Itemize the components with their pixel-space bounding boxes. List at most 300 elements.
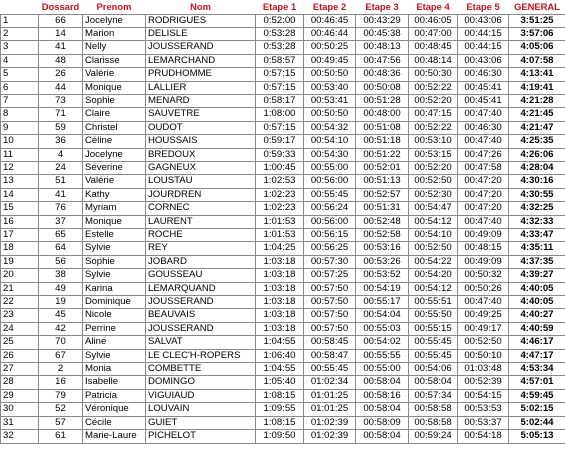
general-cell: 4:32:33 (509, 215, 565, 228)
etape-3-cell: 00:52:58 (356, 229, 409, 242)
etape-1-cell: 1:01:53 (256, 229, 304, 242)
prenom-cell: Karina (83, 282, 146, 295)
rank-cell: 2 (1, 27, 39, 40)
nom-cell: OUDOT (146, 121, 256, 134)
nom-cell: VIGUIAUD (146, 389, 256, 402)
header-dossard: Dossard (41, 0, 80, 12)
etape-5-cell: 00:47:20 (458, 188, 509, 201)
table-row (1, 27, 565, 40)
etape-2-cell: 00:53:40 (304, 81, 356, 94)
etape-2-cell: 00:46:44 (304, 27, 356, 40)
dossard-cell: 56 (39, 255, 83, 268)
general-cell: 4:21:28 (509, 94, 565, 107)
general-cell: 4:40:59 (509, 322, 565, 335)
table-row (1, 121, 565, 134)
nom-cell: LEMARQUAND (146, 282, 256, 295)
etape-4-cell: 00:48:14 (409, 54, 458, 67)
etape-1-cell: 1:03:18 (256, 282, 304, 295)
prenom-cell: Myriam (83, 202, 146, 215)
etape-4-cell: 00:57:34 (409, 389, 458, 402)
nom-cell: GOUSSEAU (146, 269, 256, 282)
table-row (1, 242, 565, 255)
etape-3-cell: 00:48:00 (356, 108, 409, 121)
dossard-cell: 37 (39, 215, 83, 228)
prenom-cell: Dominique (83, 296, 146, 309)
nom-cell: JOBARD (146, 255, 256, 268)
dossard-cell: 73 (39, 94, 83, 107)
nom-cell: PICHELOT (146, 430, 256, 443)
etape-5-cell: 00:54:18 (458, 430, 509, 443)
nom-cell: LOUSTAU (146, 175, 256, 188)
rank-cell: 4 (1, 54, 39, 67)
general-cell: 4:40:05 (509, 296, 565, 309)
etape-5-cell: 00:50:26 (458, 282, 509, 295)
etape-4-cell: 00:55:45 (409, 336, 458, 349)
etape-5-cell: 00:47:58 (458, 161, 509, 174)
nom-cell: ROCHE (146, 229, 256, 242)
general-cell: 3:51:25 (509, 14, 565, 27)
etape-4-cell: 00:50:30 (409, 68, 458, 81)
etape-2-cell: 00:57:30 (304, 255, 356, 268)
etape-1-cell: 0:53:28 (256, 41, 304, 54)
etape-5-cell: 00:47:40 (458, 135, 509, 148)
prenom-cell: Estelle (83, 229, 146, 242)
general-cell: 4:40:27 (509, 309, 565, 322)
table-row (1, 389, 565, 402)
etape-3-cell: 00:48:13 (356, 41, 409, 54)
etape-2-cell: 01:02:34 (304, 376, 356, 389)
table-row (1, 54, 565, 67)
etape-2-cell: 00:58:45 (304, 336, 356, 349)
etape-5-cell: 00:45:41 (458, 81, 509, 94)
general-cell: 4:37:35 (509, 255, 565, 268)
dossard-cell: 64 (39, 242, 83, 255)
etape-1-cell: 1:00:45 (256, 161, 304, 174)
etape-5-cell: 00:53:37 (458, 416, 509, 429)
dossard-cell: 44 (39, 81, 83, 94)
etape-2-cell: 00:55:45 (304, 363, 356, 376)
nom-cell: JOURDREN (146, 188, 256, 201)
rank-cell: 25 (1, 336, 39, 349)
rank-cell: 31 (1, 416, 39, 429)
etape-3-cell: 00:51:18 (356, 135, 409, 148)
rank-cell: 6 (1, 81, 39, 94)
rank-cell: 11 (1, 148, 39, 161)
etape-1-cell: 0:58:57 (256, 54, 304, 67)
etape-3-cell: 00:55:03 (356, 322, 409, 335)
etape-2-cell: 00:54:10 (304, 135, 356, 148)
etape-4-cell: 00:52:20 (409, 94, 458, 107)
dossard-cell: 67 (39, 349, 83, 362)
etape-5-cell: 00:48:15 (458, 242, 509, 255)
dossard-cell: 41 (39, 41, 83, 54)
etape-3-cell: 00:52:48 (356, 215, 409, 228)
etape-5-cell: 00:46:30 (458, 121, 509, 134)
general-cell: 4:39:27 (509, 269, 565, 282)
rank-cell: 15 (1, 202, 39, 215)
rank-cell: 21 (1, 282, 39, 295)
general-cell: 4:53:34 (509, 363, 565, 376)
prenom-cell: Jocelyne (83, 14, 146, 27)
table-row (1, 81, 565, 94)
etape-3-cell: 00:51:13 (356, 175, 409, 188)
table-row (1, 255, 565, 268)
etape-3-cell: 00:55:55 (356, 349, 409, 362)
etape-3-cell: 00:43:29 (356, 14, 409, 27)
etape-1-cell: 1:04:55 (256, 336, 304, 349)
general-cell: 4:40:05 (509, 282, 565, 295)
etape-1-cell: 1:04:55 (256, 363, 304, 376)
etape-4-cell: 00:54:20 (409, 269, 458, 282)
rank-cell: 22 (1, 296, 39, 309)
nom-cell: LOUVAIN (146, 403, 256, 416)
header-etape-5: Etape 5 (466, 0, 500, 12)
etape-4-cell: 00:54:10 (409, 229, 458, 242)
dossard-cell: 61 (39, 430, 83, 443)
prenom-cell: Cécile (83, 416, 146, 429)
etape-2-cell: 00:56:00 (304, 215, 356, 228)
etape-5-cell: 01:03:48 (458, 363, 509, 376)
table-row (1, 41, 565, 54)
prenom-cell: Nicole (83, 309, 146, 322)
etape-4-cell: 00:47:15 (409, 108, 458, 121)
nom-cell: MENARD (146, 94, 256, 107)
etape-4-cell: 00:52:22 (409, 121, 458, 134)
header-nom: Nom (190, 0, 211, 12)
etape-3-cell: 00:52:01 (356, 161, 409, 174)
prenom-cell: Marie-Laure (83, 430, 146, 443)
general-cell: 4:30:55 (509, 188, 565, 201)
etape-1-cell: 1:08:15 (256, 416, 304, 429)
dossard-cell: 2 (39, 363, 83, 376)
rank-cell: 3 (1, 41, 39, 54)
rank-cell: 23 (1, 309, 39, 322)
etape-1-cell: 0:59:33 (256, 148, 304, 161)
prenom-cell: Marion (83, 27, 146, 40)
etape-1-cell: 1:04:25 (256, 242, 304, 255)
etape-4-cell: 00:46:05 (409, 14, 458, 27)
etape-1-cell: 1:03:18 (256, 269, 304, 282)
nom-cell: PRUDHOMME (146, 68, 256, 81)
prenom-cell: Clarisse (83, 54, 146, 67)
table-row (1, 148, 565, 161)
dossard-cell: 70 (39, 336, 83, 349)
prenom-cell: Claire (83, 108, 146, 121)
nom-cell: RODRIGUES (146, 14, 256, 27)
etape-5-cell: 00:49:09 (458, 229, 509, 242)
dossard-cell: 45 (39, 309, 83, 322)
rank-cell: 32 (1, 430, 39, 443)
etape-3-cell: 00:47:56 (356, 54, 409, 67)
etape-5-cell: 00:49:09 (458, 255, 509, 268)
etape-5-cell: 00:43:06 (458, 54, 509, 67)
general-cell: 4:21:45 (509, 108, 565, 121)
etape-2-cell: 00:50:25 (304, 41, 356, 54)
etape-3-cell: 00:50:08 (356, 81, 409, 94)
etape-2-cell: 00:56:15 (304, 229, 356, 242)
etape-3-cell: 00:58:04 (356, 376, 409, 389)
etape-4-cell: 00:54:12 (409, 282, 458, 295)
table-row (1, 282, 565, 295)
etape-4-cell: 00:55:15 (409, 322, 458, 335)
table-row (1, 188, 565, 201)
nom-cell: DELISLE (146, 27, 256, 40)
etape-4-cell: 00:52:20 (409, 161, 458, 174)
nom-cell: CORNEC (146, 202, 256, 215)
rank-cell: 29 (1, 389, 39, 402)
header-etape-3: Etape 3 (365, 0, 399, 12)
etape-2-cell: 00:56:00 (304, 175, 356, 188)
etape-5-cell: 00:43:06 (458, 14, 509, 27)
rank-cell: 1 (1, 14, 39, 27)
header-general: GENERAL (514, 0, 560, 12)
prenom-cell: Isabelle (83, 376, 146, 389)
etape-5-cell: 00:44:15 (458, 27, 509, 40)
dossard-cell: 16 (39, 376, 83, 389)
header-etape-2: Etape 2 (312, 0, 347, 12)
dossard-cell: 52 (39, 403, 83, 416)
etape-1-cell: 1:09:50 (256, 430, 304, 443)
etape-5-cell: 00:49:17 (458, 322, 509, 335)
general-cell: 4:46:17 (509, 336, 565, 349)
nom-cell: JOUSSERAND (146, 296, 256, 309)
prenom-cell: Nelly (83, 41, 146, 54)
etape-1-cell: 1:09:55 (256, 403, 304, 416)
etape-4-cell: 00:58:58 (409, 416, 458, 429)
etape-2-cell: 00:55:45 (304, 188, 356, 201)
header-etape-1: Etape 1 (262, 0, 297, 12)
prenom-cell: Monique (83, 215, 146, 228)
table-row (1, 94, 565, 107)
etape-2-cell: 01:02:39 (304, 416, 356, 429)
etape-5-cell: 00:45:41 (458, 94, 509, 107)
etape-5-cell: 00:49:25 (458, 309, 509, 322)
results-body (1, 14, 565, 443)
rank-cell: 12 (1, 161, 39, 174)
dossard-cell: 57 (39, 416, 83, 429)
table-row (1, 376, 565, 389)
dossard-cell: 42 (39, 322, 83, 335)
rank-cell: 16 (1, 215, 39, 228)
dossard-cell: 38 (39, 269, 83, 282)
etape-5-cell: 00:47:26 (458, 148, 509, 161)
dossard-cell: 26 (39, 68, 83, 81)
dossard-cell: 24 (39, 161, 83, 174)
table-row (1, 135, 565, 148)
etape-5-cell: 00:44:15 (458, 41, 509, 54)
etape-3-cell: 00:58:09 (356, 416, 409, 429)
etape-5-cell: 00:46:30 (458, 68, 509, 81)
rank-cell: 8 (1, 108, 39, 121)
general-cell: 4:59:45 (509, 389, 565, 402)
table-row (1, 108, 565, 121)
rank-cell: 27 (1, 363, 39, 376)
nom-cell: GAGNEUX (146, 161, 256, 174)
nom-cell: JOUSSERAND (146, 322, 256, 335)
etape-3-cell: 00:58:16 (356, 389, 409, 402)
etape-4-cell: 00:52:50 (409, 242, 458, 255)
general-cell: 4:25:35 (509, 135, 565, 148)
prenom-cell: Valérie (83, 175, 146, 188)
prenom-cell: Sylvie (83, 269, 146, 282)
prenom-cell: Monia (83, 363, 146, 376)
general-cell: 5:02:15 (509, 403, 565, 416)
prenom-cell: Patricia (83, 389, 146, 402)
rank-cell: 28 (1, 376, 39, 389)
etape-1-cell: 1:03:18 (256, 309, 304, 322)
header-prenom: Prenom (96, 0, 132, 12)
dossard-cell: 66 (39, 14, 83, 27)
etape-5-cell: 00:52:39 (458, 376, 509, 389)
rank-cell: 7 (1, 94, 39, 107)
etape-2-cell: 00:50:50 (304, 108, 356, 121)
prenom-cell: Jocelyne (83, 148, 146, 161)
etape-2-cell: 01:01:25 (304, 403, 356, 416)
etape-1-cell: 0:59:17 (256, 135, 304, 148)
etape-5-cell: 00:47:20 (458, 175, 509, 188)
etape-3-cell: 00:54:04 (356, 309, 409, 322)
prenom-cell: Sophie (83, 255, 146, 268)
table-row (1, 229, 565, 242)
etape-3-cell: 00:53:52 (356, 269, 409, 282)
etape-3-cell: 00:58:04 (356, 430, 409, 443)
etape-1-cell: 1:03:18 (256, 296, 304, 309)
etape-4-cell: 00:52:30 (409, 188, 458, 201)
table-row (1, 322, 565, 335)
header-etape-4: Etape 4 (416, 0, 450, 12)
table-row (1, 161, 565, 174)
etape-1-cell: 1:08:00 (256, 108, 304, 121)
nom-cell: BEAUVAIS (146, 309, 256, 322)
etape-3-cell: 00:53:26 (356, 255, 409, 268)
table-row (1, 175, 565, 188)
rank-cell: 30 (1, 403, 39, 416)
nom-cell: SALVAT (146, 336, 256, 349)
general-cell: 4:13:41 (509, 68, 565, 81)
nom-cell: BREDOUX (146, 148, 256, 161)
dossard-cell: 4 (39, 148, 83, 161)
rank-cell: 14 (1, 188, 39, 201)
etape-1-cell: 1:02:53 (256, 175, 304, 188)
etape-2-cell: 00:56:24 (304, 202, 356, 215)
etape-2-cell: 00:57:50 (304, 296, 356, 309)
etape-1-cell: 1:01:53 (256, 215, 304, 228)
etape-3-cell: 00:51:08 (356, 121, 409, 134)
etape-4-cell: 00:54:22 (409, 255, 458, 268)
etape-2-cell: 00:57:50 (304, 309, 356, 322)
etape-3-cell: 00:45:38 (356, 27, 409, 40)
etape-1-cell: 1:08:15 (256, 389, 304, 402)
etape-1-cell: 0:57:15 (256, 121, 304, 134)
etape-4-cell: 00:55:51 (409, 296, 458, 309)
header-rank (1, 0, 39, 14)
etape-4-cell: 00:55:50 (409, 309, 458, 322)
etape-4-cell: 00:53:15 (409, 148, 458, 161)
etape-2-cell: 00:55:00 (304, 161, 356, 174)
etape-2-cell: 00:57:50 (304, 282, 356, 295)
prenom-cell: Céline (83, 135, 146, 148)
rank-cell: 19 (1, 255, 39, 268)
prenom-cell: Séverine (83, 161, 146, 174)
rank-cell: 26 (1, 349, 39, 362)
etape-5-cell: 00:47:40 (458, 108, 509, 121)
table-row (1, 215, 565, 228)
table-row (1, 309, 565, 322)
nom-cell: JOUSSERAND (146, 41, 256, 54)
rank-cell: 20 (1, 269, 39, 282)
general-cell: 4:19:41 (509, 81, 565, 94)
table-row (1, 202, 565, 215)
etape-3-cell: 00:54:19 (356, 282, 409, 295)
etape-5-cell: 00:50:10 (458, 349, 509, 362)
nom-cell: LE CLEC'H-ROPERS (146, 349, 256, 362)
general-cell: 5:05:13 (509, 430, 565, 443)
dossard-cell: 71 (39, 108, 83, 121)
rank-cell: 10 (1, 135, 39, 148)
etape-1-cell: 0:57:15 (256, 68, 304, 81)
etape-5-cell: 00:53:53 (458, 403, 509, 416)
general-cell: 4:07:58 (509, 54, 565, 67)
etape-1-cell: 1:03:18 (256, 322, 304, 335)
prenom-cell: Sophie (83, 94, 146, 107)
etape-5-cell: 00:54:15 (458, 389, 509, 402)
etape-3-cell: 00:51:22 (356, 148, 409, 161)
nom-cell: SAUVETRE (146, 108, 256, 121)
etape-4-cell: 00:58:58 (409, 403, 458, 416)
table-row (1, 68, 565, 81)
dossard-cell: 49 (39, 282, 83, 295)
nom-cell: GUIET (146, 416, 256, 429)
etape-3-cell: 00:58:04 (356, 403, 409, 416)
rank-cell: 17 (1, 229, 39, 242)
etape-2-cell: 01:01:25 (304, 389, 356, 402)
prenom-cell: Perrine (83, 322, 146, 335)
nom-cell: REY (146, 242, 256, 255)
etape-3-cell: 00:54:02 (356, 336, 409, 349)
etape-1-cell: 0:53:28 (256, 27, 304, 40)
etape-5-cell: 00:52:50 (458, 336, 509, 349)
etape-1-cell: 1:03:18 (256, 255, 304, 268)
etape-3-cell: 00:53:16 (356, 242, 409, 255)
etape-1-cell: 0:57:15 (256, 81, 304, 94)
etape-5-cell: 00:47:20 (458, 202, 509, 215)
nom-cell: COMBETTE (146, 363, 256, 376)
etape-1-cell: 1:06:40 (256, 349, 304, 362)
etape-4-cell: 00:47:00 (409, 27, 458, 40)
etape-5-cell: 00:47:40 (458, 215, 509, 228)
etape-3-cell: 00:55:00 (356, 363, 409, 376)
etape-2-cell: 00:49:45 (304, 54, 356, 67)
dossard-cell: 41 (39, 188, 83, 201)
etape-3-cell: 00:51:28 (356, 94, 409, 107)
etape-2-cell: 00:58:47 (304, 349, 356, 362)
prenom-cell: Kathy (83, 188, 146, 201)
etape-4-cell: 00:55:45 (409, 349, 458, 362)
etape-2-cell: 00:53:41 (304, 94, 356, 107)
prenom-cell: Aline (83, 336, 146, 349)
dossard-cell: 48 (39, 54, 83, 67)
rank-cell: 24 (1, 322, 39, 335)
table-row (1, 296, 565, 309)
dossard-cell: 65 (39, 229, 83, 242)
nom-cell: HOUSSAIS (146, 135, 256, 148)
etape-4-cell: 00:54:06 (409, 363, 458, 376)
table-row (1, 349, 565, 362)
table-row (1, 363, 565, 376)
dossard-cell: 51 (39, 175, 83, 188)
etape-4-cell: 00:52:50 (409, 175, 458, 188)
rank-cell: 9 (1, 121, 39, 134)
